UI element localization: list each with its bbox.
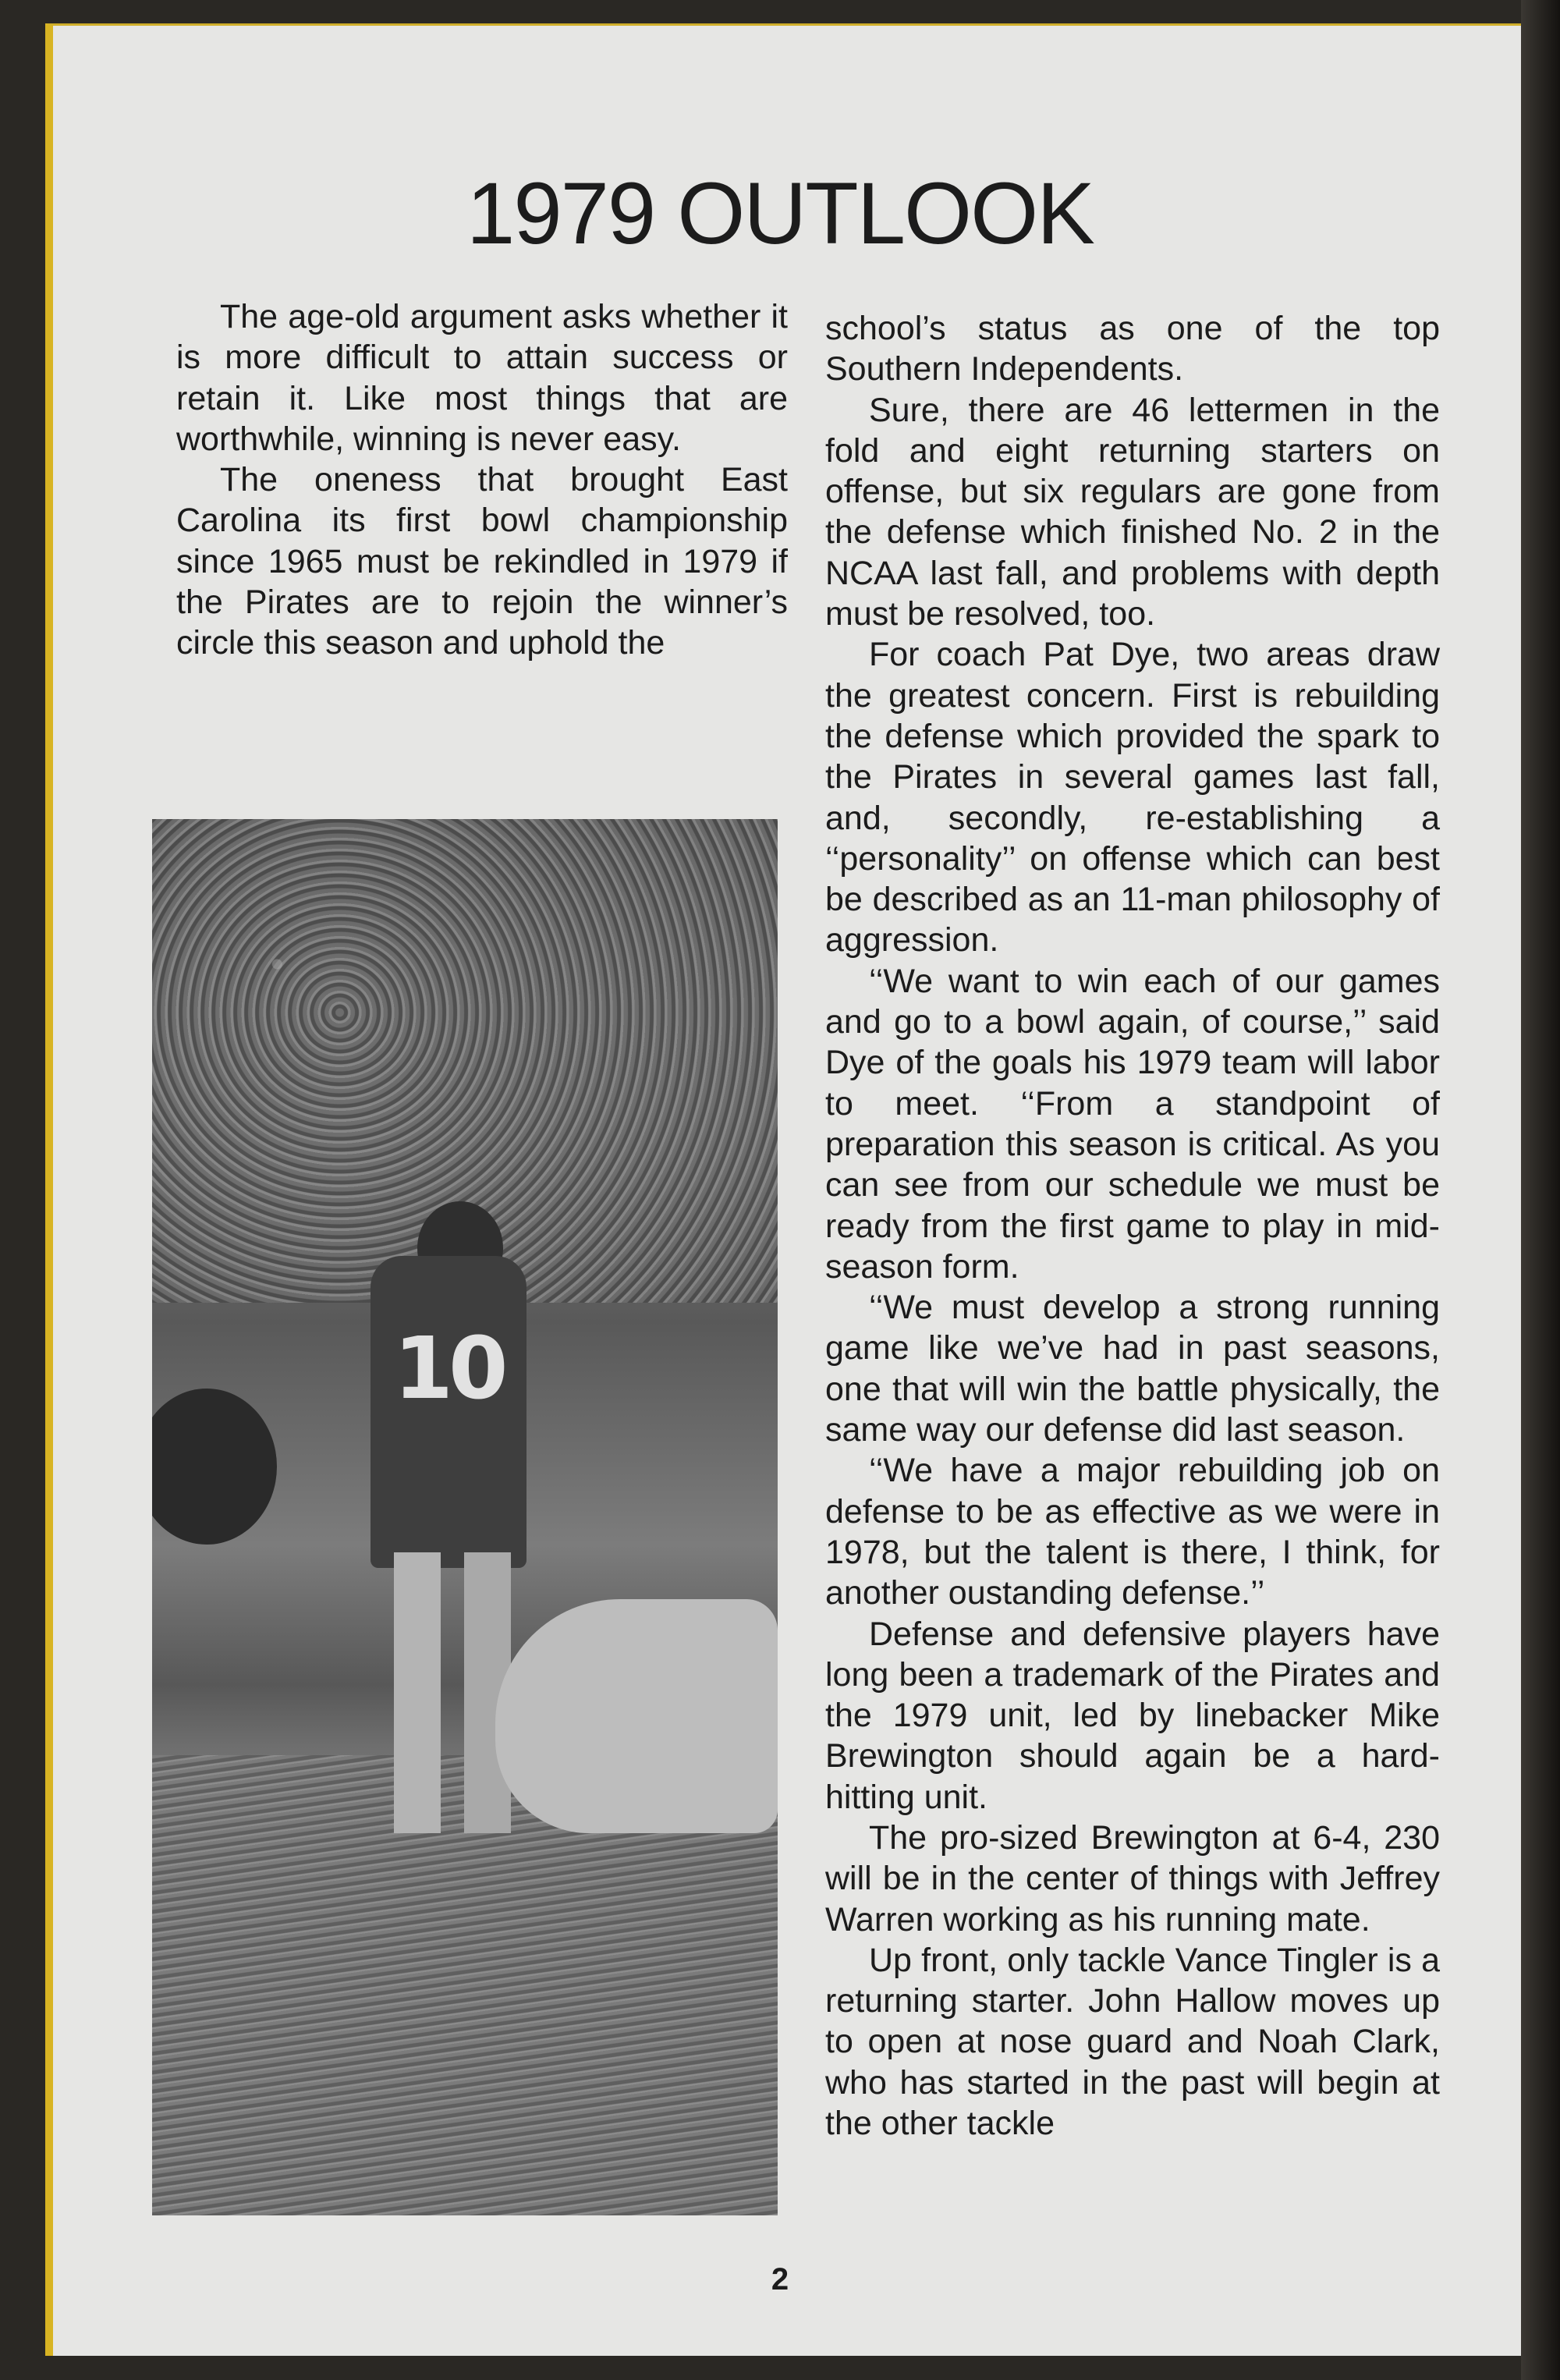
right-paragraph-2: Sure, there are 46 lettermen in the fold and eight returning starters on offense, but six regulars are gone from the defense which finished No. 2 in the NCAA last fall, and problems with depth must be resolved, too.	[825, 391, 1440, 633]
right-paragraph-6: ‘‘We have a major rebuilding job on defense to be as effective as we were in 1978, but the talent is there, I think, for another oustanding defense.’’	[825, 1452, 1440, 1612]
right-column	[825, 308, 1440, 2144]
football-game-photo	[152, 819, 778, 2215]
left-column	[176, 296, 788, 664]
left-paragraph-2: The oneness that brought East Carolina its first bowl championship since 1965 must be rekindled in 1979 if the Pirates are to rejoin the winner’s circle this season and uphold the	[176, 461, 788, 662]
right-paragraph-3: For coach Pat Dye, two areas draw the greatest concern. First is rebuilding the defense which provided the spark to the Pirates in several games last fall, and, secondly, re-establishing a ‘‘personality’’ on offense which can best be described as an 11-man philosophy of aggression.	[825, 636, 1440, 959]
lineman-figure	[495, 1599, 778, 1833]
right-paragraph-7: Defense and defensive players have long been a trademark of the Pirates and the 1979 unit, led by linebacker Mike Brewington should again be a hard-hitting unit.	[825, 1615, 1440, 1816]
right-paragraph-9: Up front, only tackle Vance Tingler is a returning starter. John Hallow moves up to open at nose guard and Noah Clark, who has started in the past will begin at the other tackle	[825, 1941, 1440, 2143]
right-paragraph-1: school’s status as one of the top Southern Independents.	[825, 310, 1440, 388]
jersey-number: 10	[393, 1318, 504, 1418]
quarterback-legs	[394, 1552, 511, 1833]
page-title: 1979 OUTLOOK	[466, 165, 1094, 262]
binding-spine	[1521, 0, 1560, 2380]
page-number: 2	[771, 2262, 789, 2297]
left-paragraph-1: The age-old argument asks whether it is more difficult to attain success or retain it. Like most things that are worthwhile, winning is never easy.	[176, 298, 788, 458]
right-paragraph-4: ‘‘We want to win each of our games and go to a bowl again, of course,’’ said Dye of the goals his 1979 team will labor to meet. ‘‘From a standpoint of preparation this season is critical. As you can see from our schedule we must be ready from the first game to play in mid-season form.	[825, 962, 1440, 1286]
right-paragraph-5: ‘‘We must develop a strong running game like we’ve had in past seasons, one that will win the battle physically, the same way our defense did last season.	[825, 1289, 1440, 1449]
player-helmet	[152, 1389, 277, 1545]
right-paragraph-8: The pro-sized Brewington at 6-4, 230 will be in the center of things with Jeffrey Warren working as his running mate.	[825, 1818, 1440, 1938]
